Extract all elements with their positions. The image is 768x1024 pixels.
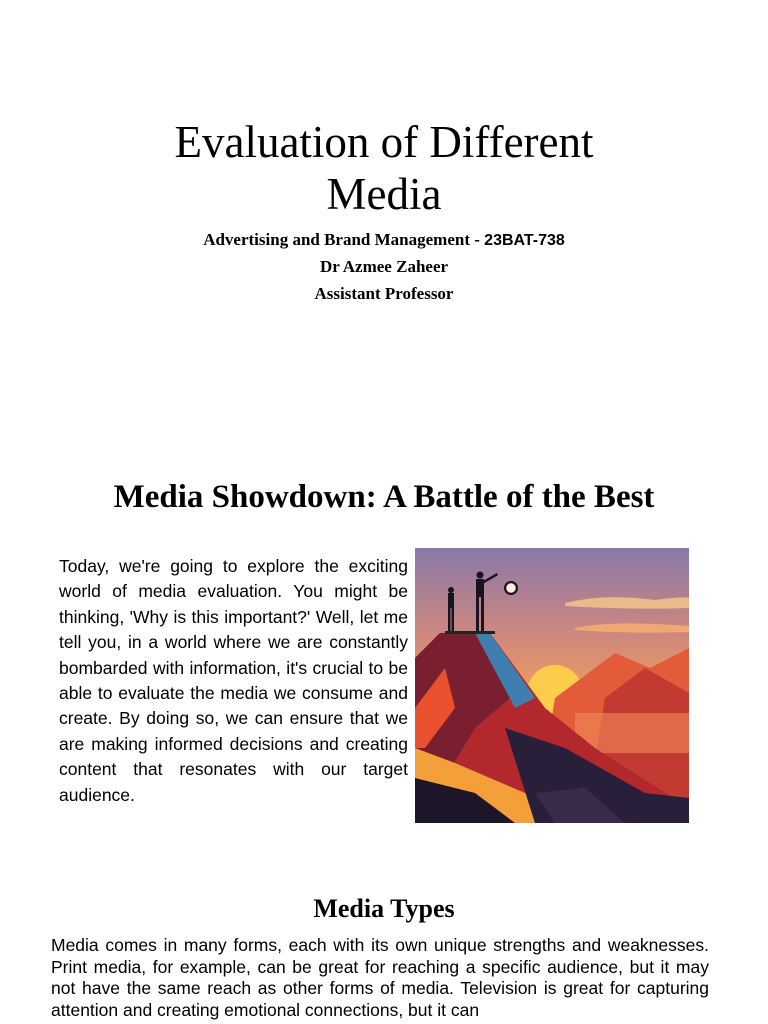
author-name: Dr Azmee Zaheer [319, 257, 449, 276]
section-heading-media-types: Media Types [313, 894, 455, 923]
section-heading-showdown: Media Showdown: A Battle of the Best [113, 479, 655, 515]
title-line-2: Media [326, 169, 442, 219]
course-line [84, 229, 684, 252]
intro-paragraph: Today, we're going to explore the exciting world of media evaluation. You might be thinking, 'Why is this important?' Well, let me tell you, in a world where we are constantly bombarded with information, it's crucial to be able to evaluate the media we consume and create. By doing so, we can ensure that we are making informed decisions and creating content that resonates with our target audience. [59, 556, 408, 805]
document-title [84, 116, 684, 220]
media-types-paragraph: Media comes in many forms, each with its own unique strengths and weaknesses. Print media, for example, can be great for reaching a specific audience, but it may not have the same reach as other forms of media. Television is great for capturing attention and creating emotional connections, but it can [51, 935, 709, 1020]
author-role: Assistant Professor [314, 284, 454, 303]
mountain-illustration [415, 548, 689, 823]
course-name: Advertising and Brand Management - [203, 230, 480, 249]
course-code: 23BAT-738 [484, 232, 565, 249]
title-line-1: Evaluation of Different [174, 117, 594, 167]
